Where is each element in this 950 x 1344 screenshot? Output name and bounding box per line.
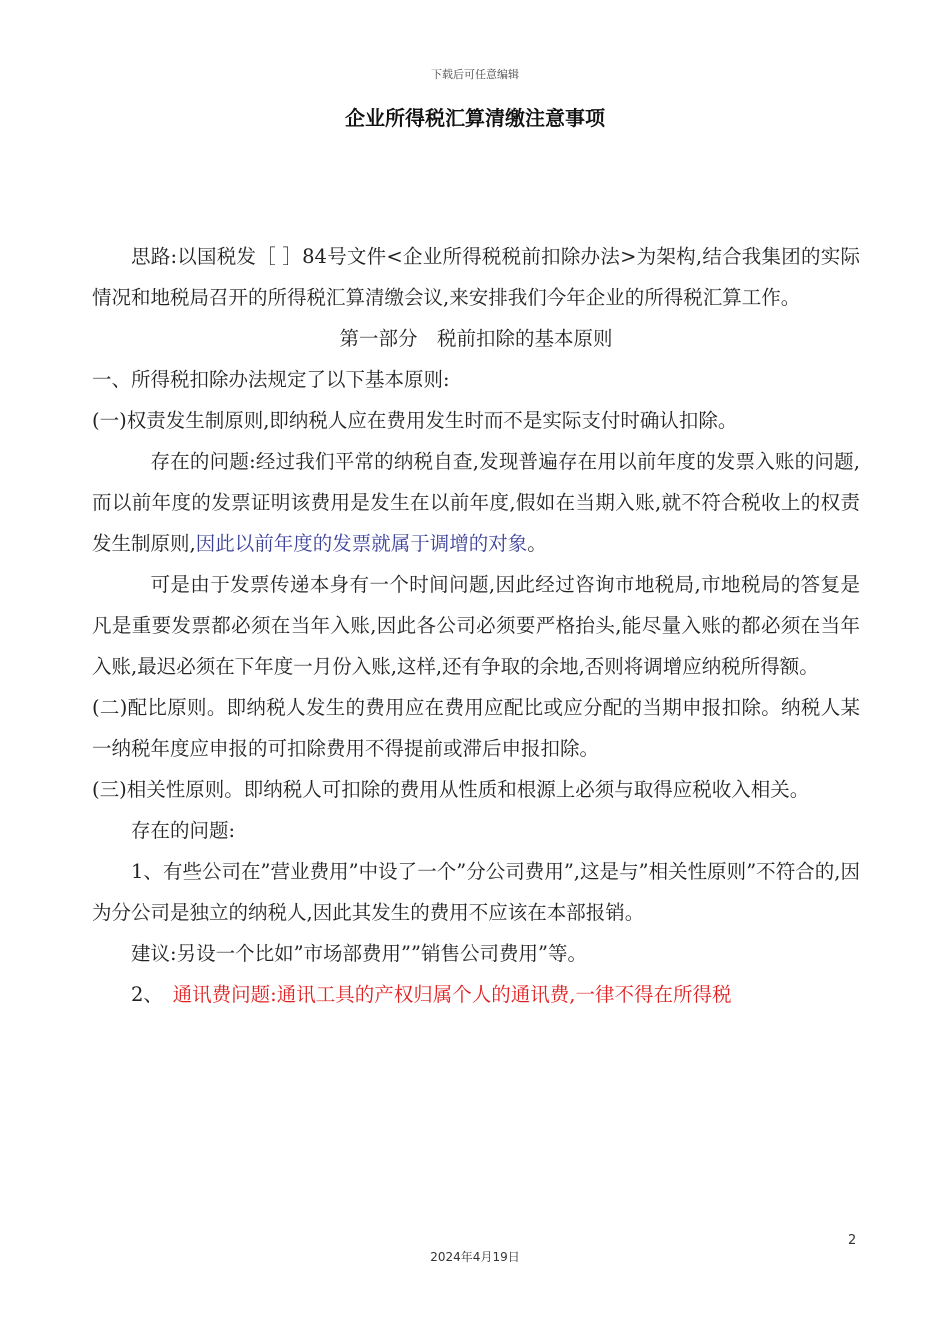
problem-text: 存在的问题:经过我们平常的纳税自查,发现普遍存在用以前年度的发票入账的问题,而以前年度的发票证明该费用是发生在以前年度,假如在当期入账,就不符合税收上的权责发生制原则, <box>92 450 860 555</box>
item-2-prefix: 2、 <box>131 983 173 1006</box>
problems-heading: 存在的问题: <box>131 819 236 842</box>
principles-heading: 一、所得税扣除办法规定了以下基本原则: <box>92 368 450 391</box>
problem-item-2 <box>92 974 860 1015</box>
problem-item-1: 1、有些公司在”营业费用”中设了一个”分公司费用”,这是与”相关性原则”不符合的,因为分公司是独立的纳税人,因此其发生的费用不应该在本部报销。 <box>92 860 860 924</box>
problem-end: 。 <box>527 532 547 555</box>
page-number: 2 <box>848 1233 857 1248</box>
relevance-principle: (三)相关性原则。即纳税人可扣除的费用从性质和根源上必须与取得应税收入相关。 <box>92 778 810 801</box>
highlighted-text-red: 通讯费问题:通讯工具的产权归属个人的通讯费,一律不得在所得税 <box>172 983 732 1006</box>
matching-principle: (二)配比原则。即纳税人发生的费用应在费用应配比或应分配的当期申报扣除。纳税人某一纳税年度应申报的可扣除费用不得提前或滞后申报扣除。 <box>92 696 860 760</box>
document-body <box>92 236 860 1015</box>
invoice-timing-paragraph: 可是由于发票传递本身有一个时间问题,因此经过咨询市地税局,市地税局的答复是凡是重要发票都必须在当年入账,因此各公司必须要严格抬头,能尽量入账的都必须在当年入账,最迟必须在下年度一月份入账,这样,还有争取的余地,否则将调增应纳税所得额。 <box>92 573 860 678</box>
problem-paragraph <box>92 441 860 564</box>
section-heading: 第一部分 税前扣除的基本原则 <box>339 327 613 350</box>
document-title: 企业所得税汇算清缴注意事项 <box>345 106 605 130</box>
header-note: 下载后可任意编辑 <box>431 68 519 81</box>
highlighted-text-blue: 因此以前年度的发票就属于调增的对象 <box>195 532 528 555</box>
suggestion-paragraph: 建议:另设一个比如”市场部费用””销售公司费用”等。 <box>131 942 587 965</box>
intro-paragraph: 思路:以国税发［ ］84号文件<企业所得税税前扣除办法>为架构,结合我集团的实际情况和地税局召开的所得税汇算清缴会议,来安排我们今年企业的所得税汇算工作。 <box>92 245 860 309</box>
footer-date: 2024年4月19日 <box>430 1250 520 1264</box>
accrual-principle: (一)权责发生制原则,即纳税人应在费用发生时而不是实际支付时确认扣除。 <box>92 409 738 432</box>
